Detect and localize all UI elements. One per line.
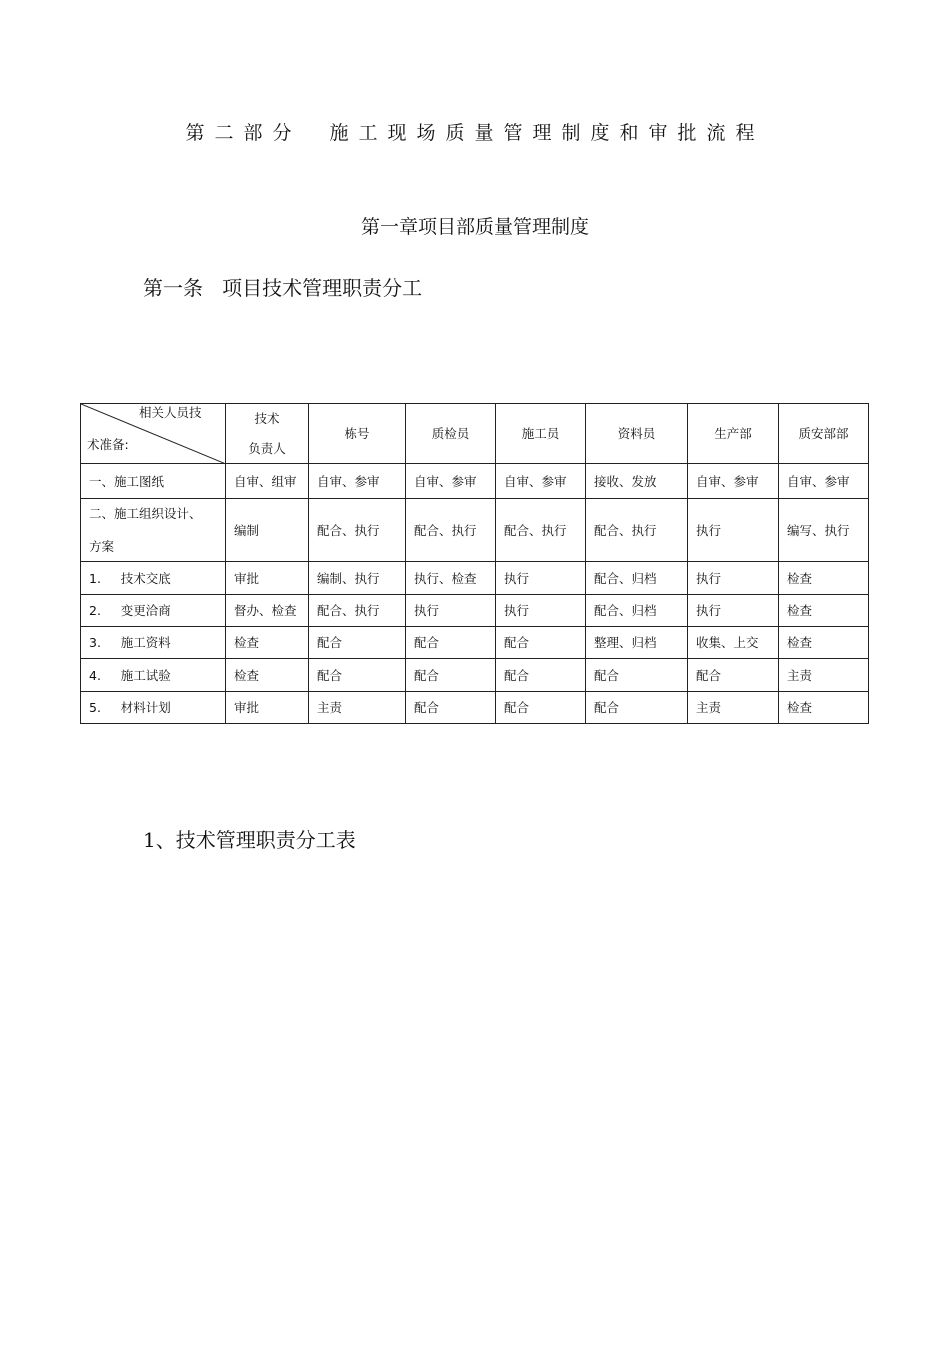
- table-cell: 主责: [779, 659, 869, 692]
- table-row: [81, 627, 869, 659]
- table-cell: 配合、归档: [586, 562, 688, 595]
- row-label-line: 方案: [89, 539, 115, 554]
- table-cell: 执行、检查: [406, 562, 496, 595]
- table-row: [81, 659, 869, 692]
- table-cell: 执行: [688, 562, 779, 595]
- table-cell: 检查: [226, 627, 309, 659]
- row-label: 4. 施工试验: [81, 659, 226, 692]
- row-label: 3. 施工资料: [81, 627, 226, 659]
- header-cell: 质检员: [406, 404, 496, 464]
- header-cell: 生产部: [688, 404, 779, 464]
- table-cell: 配合、执行: [309, 499, 406, 562]
- corner-cell: [81, 404, 226, 464]
- part-label: 第二部分: [185, 122, 302, 144]
- table-cell: 配合: [406, 627, 496, 659]
- table-cell: 主责: [309, 692, 406, 724]
- table-cell: 配合: [406, 659, 496, 692]
- row-label: 1. 技术交底: [81, 562, 226, 595]
- header-cell: 栋号: [309, 404, 406, 464]
- table-cell: 执行: [496, 562, 586, 595]
- table-cell: 配合: [688, 659, 779, 692]
- header-cell: 施工员: [496, 404, 586, 464]
- table-cell: 自审、参审: [309, 464, 406, 499]
- table-cell: 配合、执行: [496, 499, 586, 562]
- table-cell: 配合: [496, 692, 586, 724]
- table-cell: 配合、执行: [586, 499, 688, 562]
- table-row: [81, 499, 869, 562]
- table-cell: 配合、执行: [406, 499, 496, 562]
- table-cell: 主责: [688, 692, 779, 724]
- table-cell: 编制: [226, 499, 309, 562]
- table-cell: 自审、参审: [406, 464, 496, 499]
- table-row: [81, 562, 869, 595]
- table-cell: 接收、发放: [586, 464, 688, 499]
- table-cell: 检查: [779, 562, 869, 595]
- table-row: [81, 692, 869, 724]
- part-title-text: 施工现场质量管理制度和审批流程: [329, 122, 765, 144]
- table-cell: 检查: [226, 659, 309, 692]
- table-cell: 检查: [779, 595, 869, 627]
- table-cell: 执行: [688, 595, 779, 627]
- table-cell: 执行: [406, 595, 496, 627]
- table-cell: 编制、执行: [309, 562, 406, 595]
- table-cell: 配合: [309, 627, 406, 659]
- table-cell: 自审、参审: [496, 464, 586, 499]
- table-cell: 配合: [496, 659, 586, 692]
- responsibility-table: [80, 403, 869, 724]
- table-cell: 执行: [496, 595, 586, 627]
- corner-top-label: 相关人员技: [139, 405, 202, 420]
- table-cell: 收集、上交: [688, 627, 779, 659]
- table-cell: 督办、检查: [226, 595, 309, 627]
- table-cell: 检查: [779, 627, 869, 659]
- article-title: 第一条 项目技术管理职责分工: [143, 276, 423, 300]
- row-label: [81, 499, 226, 562]
- row-label-line: 二、施工组织设计、: [89, 506, 202, 521]
- row-label: 5. 材料计划: [81, 692, 226, 724]
- row-label: 2. 变更洽商: [81, 595, 226, 627]
- table-cell: 审批: [226, 692, 309, 724]
- table-cell: 配合、执行: [309, 595, 406, 627]
- table-cell: 配合: [406, 692, 496, 724]
- table-cell: 配合: [586, 692, 688, 724]
- header-cell: 资料员: [586, 404, 688, 464]
- header-cell: [226, 404, 309, 464]
- part-title: [0, 118, 950, 145]
- table-cell: 配合、归档: [586, 595, 688, 627]
- table-header-row: [81, 404, 869, 464]
- table-cell: 配合: [496, 627, 586, 659]
- table-cell: 配合: [586, 659, 688, 692]
- table-cell: 自审、参审: [779, 464, 869, 499]
- header-line: 负责人: [248, 441, 286, 456]
- table-row: [81, 464, 869, 499]
- row-label: 一、施工图纸: [81, 464, 226, 499]
- table-cell: 编写、执行: [779, 499, 869, 562]
- table-cell: 自审、参审: [688, 464, 779, 499]
- corner-bottom-label: 术准备:: [87, 437, 129, 452]
- table-cell: 审批: [226, 562, 309, 595]
- table-cell: 配合: [309, 659, 406, 692]
- table-cell: 整理、归档: [586, 627, 688, 659]
- header-cell: 质安部部: [779, 404, 869, 464]
- table-cell: 执行: [688, 499, 779, 562]
- header-line: 技术: [254, 411, 280, 426]
- chapter-title: 第一章项目部质量管理制度: [360, 216, 589, 238]
- table-cell: 检查: [779, 692, 869, 724]
- table-cell: 自审、组审: [226, 464, 309, 499]
- table-row: [81, 595, 869, 627]
- table-caption: 1、技术管理职责分工表: [143, 828, 356, 852]
